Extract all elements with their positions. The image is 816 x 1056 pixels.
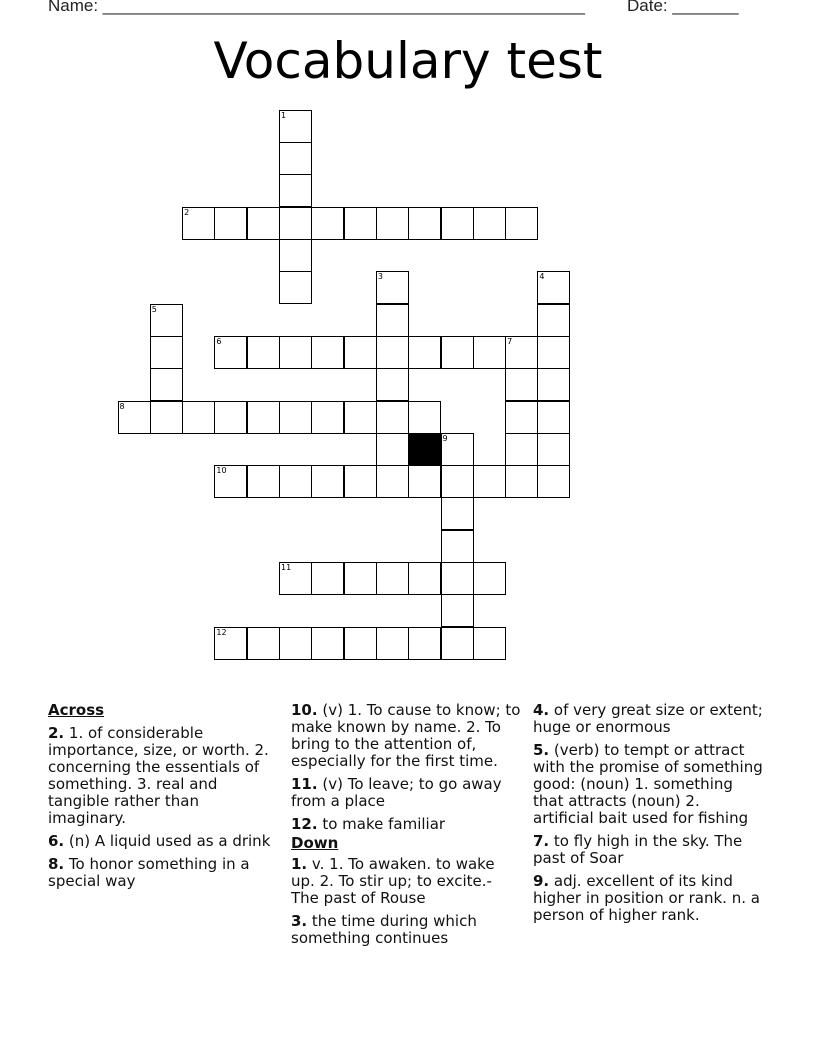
clue-text: (n) A liquid used as a drink <box>68 832 271 850</box>
crossword-cell[interactable] <box>344 207 377 240</box>
crossword-cell[interactable] <box>441 530 474 563</box>
clue-number-label: 9 <box>442 433 448 443</box>
crossword-cell[interactable] <box>214 401 247 434</box>
clue-text: the time during which something continues <box>291 912 477 947</box>
black-cell <box>408 433 441 466</box>
crossword-cell[interactable] <box>311 627 344 660</box>
crossword-cell[interactable] <box>376 433 409 466</box>
crossword-cell[interactable] <box>376 271 409 304</box>
crossword-cell[interactable] <box>344 627 377 660</box>
crossword-cell[interactable] <box>214 336 247 369</box>
crossword-cell[interactable] <box>376 207 409 240</box>
down-clue-9 <box>533 873 765 924</box>
across-clue-8 <box>48 856 280 890</box>
crossword-cell[interactable] <box>408 465 441 498</box>
clue-text: (verb) to tempt or attract with the promise of something good: (noun) 1. something that attracts (noun) 2. artificial bait used for fishing <box>533 741 763 827</box>
page-title: Vocabulary test <box>213 32 603 90</box>
crossword-cell[interactable] <box>279 271 312 304</box>
down-heading: Down <box>291 834 339 852</box>
clue-number-label: 8 <box>119 401 125 411</box>
crossword-cell[interactable] <box>441 562 474 595</box>
clue-text: adj. excellent of its kind higher in position or rank. n. a person of higher rank. <box>533 872 760 924</box>
across-clue-6 <box>48 833 280 850</box>
crossword-cell[interactable] <box>279 562 312 595</box>
crossword-cell[interactable] <box>247 336 280 369</box>
clue-number-label: 7 <box>507 336 513 346</box>
down-clue-3 <box>291 913 523 947</box>
down-clue-7 <box>533 833 765 867</box>
clue-number-label: 1 <box>281 110 287 120</box>
clue-number-label: 10 <box>216 466 227 476</box>
crossword-cell[interactable] <box>537 433 570 466</box>
crossword-cell[interactable] <box>408 562 441 595</box>
across-clue-11 <box>291 776 523 810</box>
clues-column-2 <box>291 702 523 953</box>
name-field-label[interactable]: Name: ___________________________________________________ <box>48 0 585 15</box>
crossword-cell[interactable] <box>505 401 538 434</box>
crossword-cell[interactable] <box>150 304 183 337</box>
crossword-cell[interactable] <box>473 207 506 240</box>
crossword-cell[interactable] <box>408 207 441 240</box>
crossword-cell[interactable] <box>376 627 409 660</box>
crossword-cell[interactable] <box>473 465 506 498</box>
crossword-cell[interactable] <box>441 433 474 466</box>
clues-column-3 <box>533 702 765 930</box>
crossword-cell[interactable] <box>441 336 474 369</box>
down-clue-4 <box>533 702 765 736</box>
across-heading: Across <box>48 701 105 719</box>
crossword-cell[interactable] <box>311 207 344 240</box>
crossword-cell[interactable] <box>311 336 344 369</box>
clue-number: 10. <box>291 701 318 719</box>
across-clue-10 <box>291 702 523 770</box>
crossword-cell[interactable] <box>247 401 280 434</box>
crossword-cell[interactable] <box>376 562 409 595</box>
crossword-cell[interactable] <box>473 562 506 595</box>
clue-text: (v) To leave; to go away from a place <box>291 775 502 810</box>
crossword-cell[interactable] <box>473 627 506 660</box>
clue-number-label: 11 <box>281 563 292 572</box>
crossword-cell[interactable] <box>279 174 312 207</box>
crossword-cell[interactable] <box>311 562 344 595</box>
crossword-cell[interactable] <box>441 207 474 240</box>
across-clue-12 <box>291 816 523 833</box>
clue-number-label: 2 <box>184 207 190 217</box>
crossword-cell[interactable] <box>376 304 409 337</box>
crossword-cell[interactable] <box>473 336 506 369</box>
crossword-cell[interactable] <box>279 401 312 434</box>
crossword-cell[interactable] <box>247 207 280 240</box>
crossword-cell[interactable] <box>376 336 409 369</box>
date-field-label[interactable]: Date: _______ <box>627 0 739 15</box>
crossword-cell[interactable] <box>537 368 570 401</box>
clue-text: To honor something in a special way <box>48 855 250 890</box>
clue-number: 12. <box>291 815 318 833</box>
crossword-cell[interactable] <box>441 465 474 498</box>
clue-number-label: 5 <box>151 304 157 314</box>
clue-number: 5. <box>533 741 550 759</box>
crossword-cell[interactable] <box>247 465 280 498</box>
clue-number-label: 3 <box>377 272 383 282</box>
crossword-cell[interactable] <box>408 401 441 434</box>
crossword-cell[interactable] <box>537 304 570 337</box>
crossword-cell[interactable] <box>214 207 247 240</box>
crossword-cell[interactable] <box>344 336 377 369</box>
clue-number: 3. <box>291 912 308 930</box>
crossword-cell[interactable] <box>150 368 183 401</box>
crossword-cell[interactable] <box>182 207 215 240</box>
crossword-cell[interactable] <box>441 594 474 627</box>
crossword-cell[interactable] <box>247 627 280 660</box>
clue-number-label: 4 <box>539 272 545 282</box>
clue-number-label: 12 <box>216 627 227 637</box>
crossword-cell[interactable] <box>182 401 215 434</box>
crossword-cell[interactable] <box>376 401 409 434</box>
crossword-cell[interactable] <box>505 433 538 466</box>
crossword-cell[interactable] <box>214 465 247 498</box>
clue-number: 4. <box>533 701 550 719</box>
clue-number: 6. <box>48 832 65 850</box>
crossword-cell[interactable] <box>537 465 570 498</box>
clue-text: to fly high in the sky. The past of Soar <box>533 832 743 867</box>
crossword-cell[interactable] <box>279 142 312 175</box>
crossword-cell[interactable] <box>505 336 538 369</box>
clue-text: of very great size or extent; huge or enormous <box>533 701 763 736</box>
crossword-cell[interactable] <box>118 401 151 434</box>
crossword-cell[interactable] <box>408 627 441 660</box>
crossword-cell[interactable] <box>279 627 312 660</box>
crossword-cell[interactable] <box>311 465 344 498</box>
clue-number: 9. <box>533 872 550 890</box>
clue-text: to make familiar <box>322 815 446 833</box>
clue-text: (v) 1. To cause to know; to make known by name. 2. To bring to the attention of, especially for the first time. <box>291 701 521 770</box>
crossword-cell[interactable] <box>344 562 377 595</box>
crossword-cell[interactable] <box>376 465 409 498</box>
crossword-cell[interactable] <box>150 401 183 434</box>
crossword-cell[interactable] <box>505 207 538 240</box>
crossword-cell[interactable] <box>279 465 312 498</box>
crossword-cell[interactable] <box>505 368 538 401</box>
crossword-cell[interactable] <box>537 336 570 369</box>
clue-number: 2. <box>48 724 65 742</box>
crossword-cell[interactable] <box>311 401 344 434</box>
crossword-cell[interactable] <box>279 207 312 240</box>
crossword-cell[interactable] <box>150 336 183 369</box>
crossword-cell[interactable] <box>537 401 570 434</box>
clues-column-1 <box>48 702 280 896</box>
crossword-cell[interactable] <box>344 401 377 434</box>
crossword-cell[interactable] <box>408 336 441 369</box>
crossword-cell[interactable] <box>441 627 474 660</box>
crossword-cell[interactable] <box>441 497 474 530</box>
across-clue-2 <box>48 725 280 827</box>
clue-number-label: 6 <box>216 336 222 346</box>
clue-number: 8. <box>48 855 65 873</box>
clue-number: 1. <box>291 855 308 873</box>
clue-number: 7. <box>533 832 550 850</box>
crossword-cell[interactable] <box>505 465 538 498</box>
down-clue-5 <box>533 742 765 827</box>
clue-text: v. 1. To awaken. to wake up. 2. To stir up; to excite.- The past of Rouse <box>291 855 495 907</box>
crossword-cell[interactable] <box>279 110 312 143</box>
crossword-cell[interactable] <box>537 271 570 304</box>
clue-text: 1. of considerable importance, size, or worth. 2. concerning the essentials of something. 3. real and tangible rather than imaginary. <box>48 724 269 827</box>
crossword-cell[interactable] <box>279 239 312 272</box>
clue-number: 11. <box>291 775 318 793</box>
crossword-cell[interactable] <box>214 627 247 660</box>
crossword-cell[interactable] <box>376 368 409 401</box>
crossword-cell[interactable] <box>344 465 377 498</box>
crossword-cell[interactable] <box>279 336 312 369</box>
down-clue-1 <box>291 856 523 907</box>
